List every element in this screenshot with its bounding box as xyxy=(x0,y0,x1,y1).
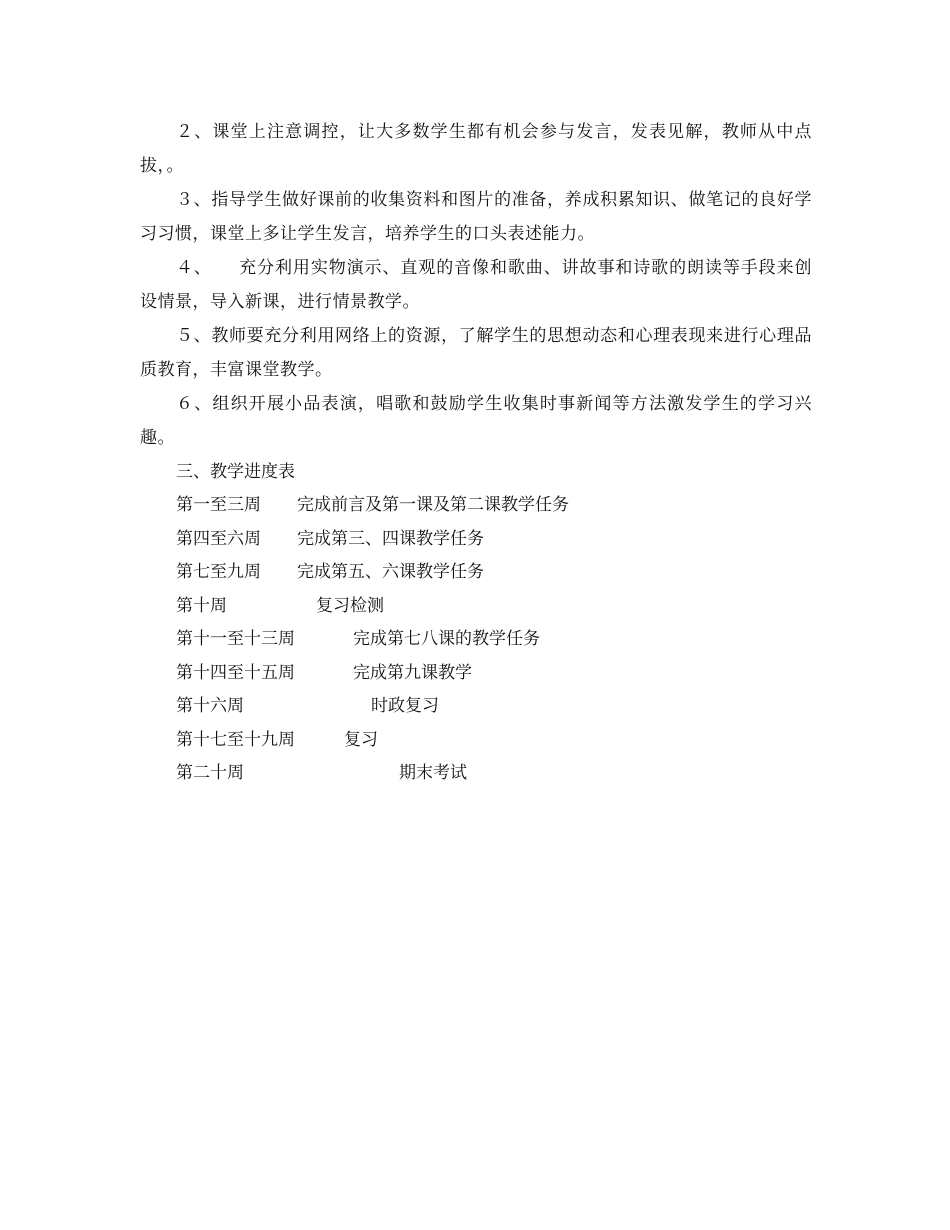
schedule-table xyxy=(140,489,812,791)
paragraph-2: ２、课堂上注意调控，让大多数学生都有机会参与发言，发表见解，教师从中点拔，。 xyxy=(140,122,812,176)
schedule-row xyxy=(140,757,812,791)
paragraph-3: ３、指导学生做好课前的收集资料和图片的准备，养成积累知识、做笔记的良好学习习惯，课堂上多让学生发言，培养学生的口头表述能力。 xyxy=(140,190,812,244)
schedule-task: 完成第七八课的教学任务 xyxy=(353,629,540,649)
schedule-row xyxy=(140,489,812,523)
schedule-task: 复习检测 xyxy=(316,595,384,616)
schedule-week: 第四至六周 xyxy=(176,528,261,549)
schedule-row xyxy=(140,657,812,691)
schedule-title: 三、教学进度表 xyxy=(176,462,295,482)
schedule-row xyxy=(140,556,812,590)
schedule-row xyxy=(140,523,812,557)
schedule-week: 第十四至十五周 xyxy=(176,662,295,683)
schedule-task: 复习 xyxy=(344,729,378,750)
schedule-week: 第七至九周 xyxy=(176,562,261,582)
schedule-task: 完成第五、六课教学任务 xyxy=(297,562,484,582)
schedule-week: 第二十周 xyxy=(176,763,244,783)
schedule-task: 期末考试 xyxy=(399,763,467,783)
schedule-row xyxy=(140,623,812,657)
schedule-week: 第一至三周 xyxy=(176,495,261,515)
schedule-row xyxy=(140,590,812,624)
paragraph-5: ５、教师要充分利用网络上的资源，了解学生的思想动态和心理表现来进行心理品质教育，丰富课堂教学。 xyxy=(140,326,812,380)
paragraph-4: ４、 充分利用实物演示、直观的音像和歌曲、讲故事和诗歌的朗读等手段来创设情景，导入新课，进行情景教学。 xyxy=(140,258,812,312)
schedule-task: 完成第九课教学 xyxy=(353,662,472,683)
schedule-task: 完成第三、四课教学任务 xyxy=(297,528,484,549)
document-body xyxy=(140,115,812,791)
schedule-task: 完成前言及第一课及第二课教学任务 xyxy=(297,495,569,515)
schedule-row xyxy=(140,690,812,724)
schedule-week: 第十周 xyxy=(176,595,227,616)
schedule-week: 第十一至十三周 xyxy=(176,629,295,649)
paragraph-6: ６、组织开展小品表演，唱歌和鼓励学生收集时事新闻等方法激发学生的学习兴趣。 xyxy=(140,394,812,448)
schedule-row xyxy=(140,724,812,758)
schedule-week: 第十六周 xyxy=(176,696,244,716)
schedule-task: 时政复习 xyxy=(371,696,439,716)
schedule-week: 第十七至十九周 xyxy=(176,729,295,750)
